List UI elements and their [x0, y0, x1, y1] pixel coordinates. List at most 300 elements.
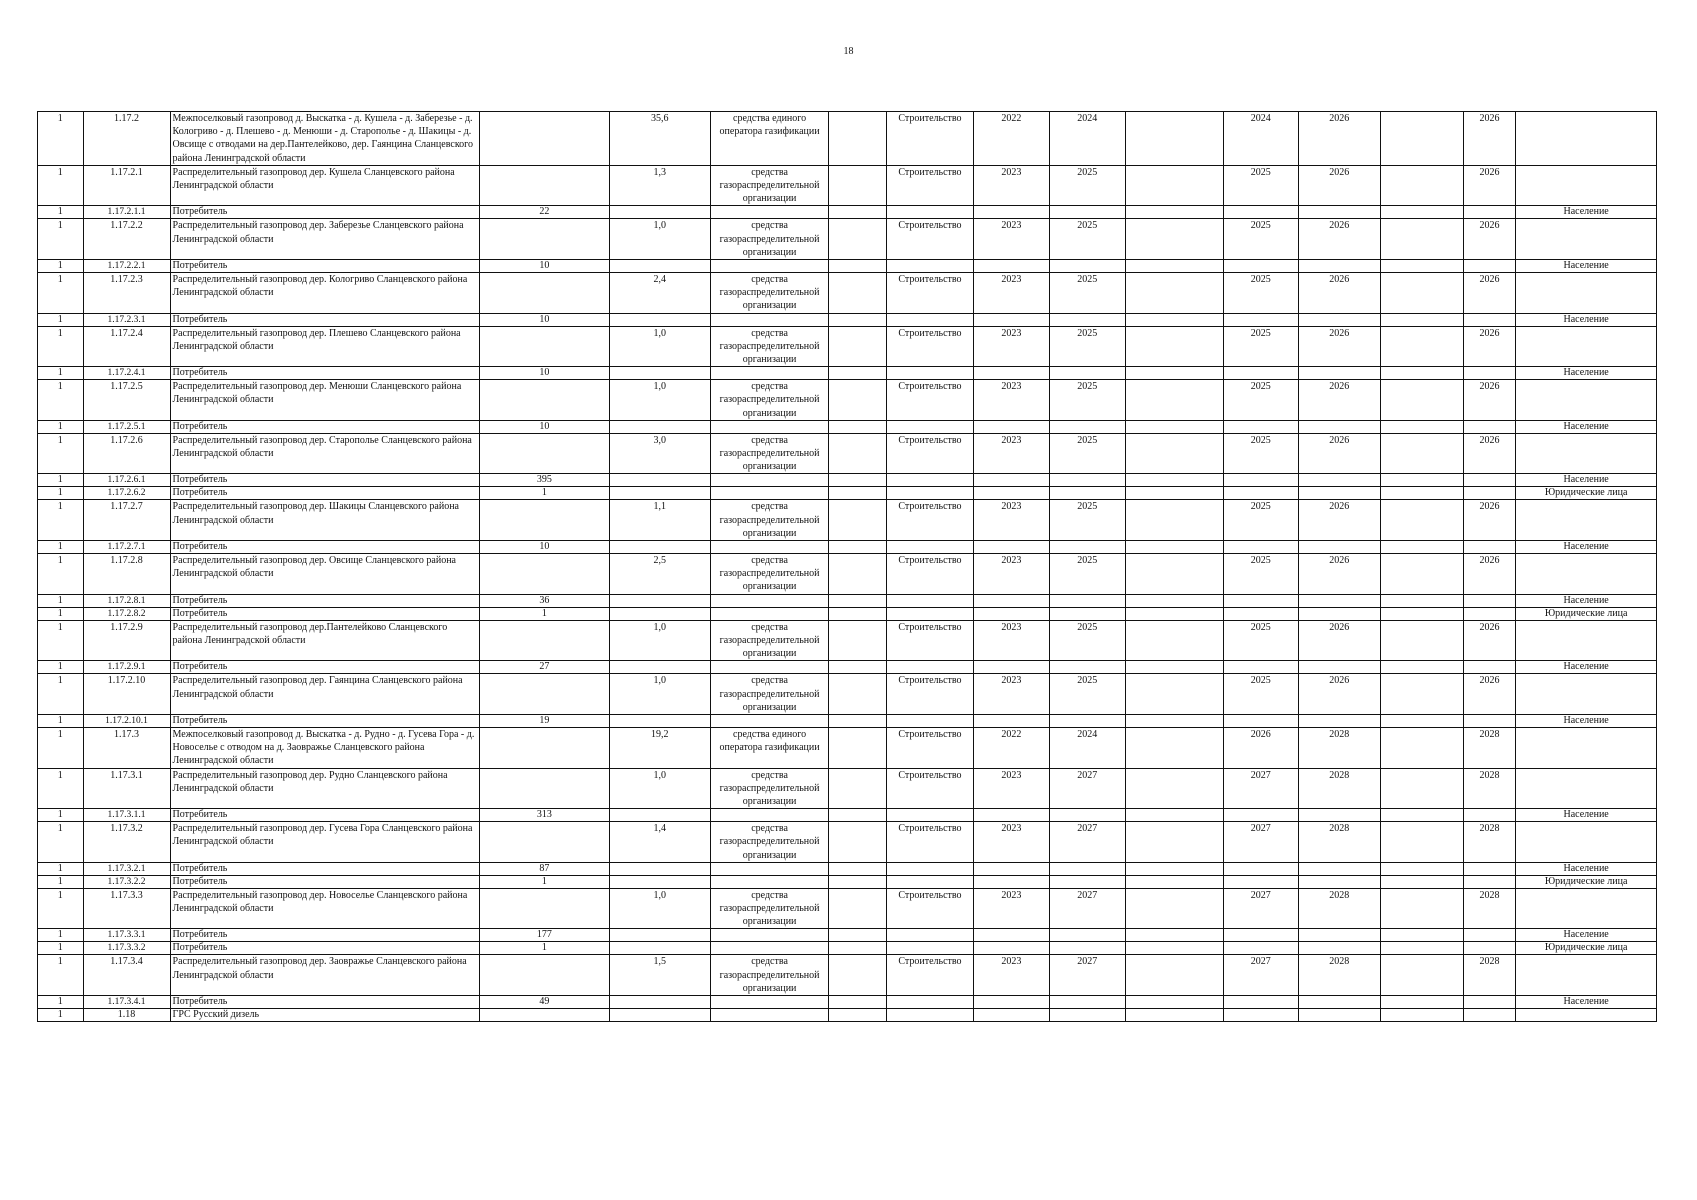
cell-commission-year: [1223, 862, 1298, 875]
cell-col-7: [829, 714, 887, 727]
cell-start-year: 2023: [973, 273, 1049, 314]
cell-level: 1: [38, 260, 84, 273]
cell-work-type: [886, 607, 973, 620]
cell-level: 1: [38, 995, 84, 1008]
cell-level: 1: [38, 661, 84, 674]
cell-name: Потребитель: [170, 541, 480, 554]
cell-end-year: 2027: [1049, 888, 1125, 929]
cell-col-11: [1125, 420, 1223, 433]
cell-end-year: [1049, 420, 1125, 433]
cell-col-7: [829, 367, 887, 380]
cell-consumer-category: [1516, 500, 1657, 541]
table-row: [38, 674, 1657, 715]
table-row: [38, 474, 1657, 487]
cell-number: 1.17.2.6.2: [83, 487, 170, 500]
cell-col-7: [829, 219, 887, 260]
cell-funding-source: [710, 420, 828, 433]
cell-work-type: Строительство: [886, 500, 973, 541]
gasification-table: [37, 111, 1657, 1022]
cell-complete-year: 2026: [1298, 620, 1380, 661]
cell-col-7: [829, 206, 887, 219]
cell-name: Межпоселковый газопровод д. Выскатка - д. Рудно - д. Гусева Гора - д. Новоселье с отводом на д. Заовражье Сланцевского района Ленинградской области: [170, 727, 480, 768]
table-row: [38, 433, 1657, 474]
cell-end-year: [1049, 929, 1125, 942]
cell-col-11: [1125, 768, 1223, 809]
cell-name: Потребитель: [170, 875, 480, 888]
cell-length: [609, 487, 710, 500]
cell-commission-year: 2025: [1223, 326, 1298, 367]
cell-consumer-category: [1516, 433, 1657, 474]
cell-length: [609, 367, 710, 380]
cell-col-11: [1125, 955, 1223, 996]
cell-name: Потребитель: [170, 594, 480, 607]
cell-complete-year: 2026: [1298, 674, 1380, 715]
table-row: [38, 661, 1657, 674]
cell-col-11: [1125, 500, 1223, 541]
cell-col-7: [829, 112, 887, 166]
cell-level: 1: [38, 326, 84, 367]
cell-gasification-year: 2028: [1463, 888, 1516, 929]
cell-work-type: [886, 541, 973, 554]
cell-work-type: Строительство: [886, 768, 973, 809]
cell-col-14: [1380, 809, 1463, 822]
cell-work-type: [886, 995, 973, 1008]
cell-name: Распределительный газопровод дер. Плешево Сланцевского района Ленинградской области: [170, 326, 480, 367]
cell-col-7: [829, 433, 887, 474]
cell-name: Распределительный газопровод дер. Рудно Сланцевского района Ленинградской области: [170, 768, 480, 809]
cell-level: 1: [38, 955, 84, 996]
cell-col-7: [829, 862, 887, 875]
cell-level: 1: [38, 474, 84, 487]
cell-funding-source: [710, 942, 828, 955]
cell-funding-source: [710, 714, 828, 727]
cell-col-14: [1380, 260, 1463, 273]
cell-complete-year: 2026: [1298, 500, 1380, 541]
cell-col-7: [829, 313, 887, 326]
cell-level: 1: [38, 367, 84, 380]
cell-gasification-year: 2028: [1463, 822, 1516, 863]
cell-funding-source: [710, 367, 828, 380]
cell-level: 1: [38, 313, 84, 326]
cell-funding-source: средства газораспределительной организации: [710, 433, 828, 474]
table-row: [38, 955, 1657, 996]
cell-name: ГРС Русский дизель: [170, 1008, 480, 1021]
cell-name: Распределительный газопровод дер.Пантелейково Сланцевского района Ленинградской области: [170, 620, 480, 661]
cell-funding-source: средства газораспределительной организации: [710, 620, 828, 661]
cell-work-type: [886, 594, 973, 607]
cell-col-11: [1125, 474, 1223, 487]
cell-start-year: [973, 420, 1049, 433]
cell-commission-year: 2027: [1223, 888, 1298, 929]
cell-commission-year: 2027: [1223, 768, 1298, 809]
cell-level: 1: [38, 594, 84, 607]
cell-start-year: 2023: [973, 500, 1049, 541]
cell-number: 1.17.2.1.1: [83, 206, 170, 219]
cell-funding-source: [710, 995, 828, 1008]
cell-length: 19,2: [609, 727, 710, 768]
cell-length: [609, 206, 710, 219]
cell-name: Потребитель: [170, 862, 480, 875]
cell-complete-year: [1298, 260, 1380, 273]
cell-name: Распределительный газопровод дер. Гусева Гора Сланцевского района Ленинградской области: [170, 822, 480, 863]
cell-col-11: [1125, 487, 1223, 500]
cell-level: 1: [38, 1008, 84, 1021]
cell-complete-year: [1298, 420, 1380, 433]
cell-col-14: [1380, 433, 1463, 474]
cell-start-year: 2023: [973, 433, 1049, 474]
cell-number: 1.17.2.1: [83, 165, 170, 206]
cell-col-11: [1125, 380, 1223, 421]
cell-gasification-year: [1463, 367, 1516, 380]
cell-col-14: [1380, 594, 1463, 607]
cell-name: Потребитель: [170, 206, 480, 219]
cell-start-year: [973, 942, 1049, 955]
cell-col-14: [1380, 1008, 1463, 1021]
cell-work-type: [886, 1008, 973, 1021]
cell-funding-source: [710, 541, 828, 554]
cell-consumer-category: [1516, 273, 1657, 314]
cell-complete-year: 2026: [1298, 326, 1380, 367]
table-row: [38, 273, 1657, 314]
cell-col-14: [1380, 326, 1463, 367]
table-row: [38, 313, 1657, 326]
cell-length: 1,0: [609, 888, 710, 929]
cell-funding-source: средства газораспределительной организации: [710, 380, 828, 421]
cell-complete-year: [1298, 367, 1380, 380]
cell-start-year: [973, 487, 1049, 500]
cell-funding-source: средства газораспределительной организации: [710, 955, 828, 996]
page-number: 18: [843, 46, 854, 57]
cell-consumer-category: Население: [1516, 367, 1657, 380]
cell-consumers: [480, 1008, 610, 1021]
cell-commission-year: [1223, 995, 1298, 1008]
cell-col-11: [1125, 433, 1223, 474]
cell-col-11: [1125, 995, 1223, 1008]
cell-start-year: [973, 541, 1049, 554]
cell-gasification-year: 2026: [1463, 165, 1516, 206]
cell-level: 1: [38, 888, 84, 929]
cell-commission-year: [1223, 942, 1298, 955]
cell-col-7: [829, 995, 887, 1008]
cell-consumer-category: Население: [1516, 929, 1657, 942]
cell-col-7: [829, 500, 887, 541]
cell-gasification-year: 2026: [1463, 273, 1516, 314]
cell-length: [609, 942, 710, 955]
cell-end-year: [1049, 206, 1125, 219]
cell-consumers: 1: [480, 875, 610, 888]
cell-consumers: 10: [480, 313, 610, 326]
cell-gasification-year: [1463, 541, 1516, 554]
cell-gasification-year: 2026: [1463, 326, 1516, 367]
table-row: [38, 219, 1657, 260]
cell-end-year: 2025: [1049, 326, 1125, 367]
cell-col-11: [1125, 594, 1223, 607]
table-row: [38, 862, 1657, 875]
cell-funding-source: средства газораспределительной организации: [710, 219, 828, 260]
cell-funding-source: [710, 487, 828, 500]
cell-length: [609, 862, 710, 875]
cell-col-14: [1380, 768, 1463, 809]
cell-work-type: [886, 367, 973, 380]
cell-level: 1: [38, 433, 84, 474]
cell-work-type: [886, 313, 973, 326]
cell-number: 1.17.3.3.2: [83, 942, 170, 955]
table-row: [38, 500, 1657, 541]
cell-complete-year: [1298, 206, 1380, 219]
cell-consumer-category: [1516, 380, 1657, 421]
table-row: [38, 554, 1657, 595]
cell-col-14: [1380, 219, 1463, 260]
cell-col-14: [1380, 206, 1463, 219]
cell-commission-year: [1223, 594, 1298, 607]
cell-col-14: [1380, 875, 1463, 888]
cell-gasification-year: [1463, 607, 1516, 620]
cell-gasification-year: [1463, 313, 1516, 326]
cell-commission-year: 2025: [1223, 500, 1298, 541]
cell-commission-year: [1223, 875, 1298, 888]
cell-start-year: [973, 809, 1049, 822]
cell-gasification-year: [1463, 474, 1516, 487]
cell-gasification-year: 2028: [1463, 727, 1516, 768]
cell-number: 1.17.2.7: [83, 500, 170, 541]
cell-funding-source: [710, 929, 828, 942]
cell-gasification-year: 2026: [1463, 112, 1516, 166]
cell-col-7: [829, 809, 887, 822]
cell-col-14: [1380, 273, 1463, 314]
cell-end-year: [1049, 260, 1125, 273]
cell-col-7: [829, 955, 887, 996]
cell-consumers: [480, 620, 610, 661]
cell-consumers: 87: [480, 862, 610, 875]
cell-number: 1.17.2.5: [83, 380, 170, 421]
cell-complete-year: [1298, 661, 1380, 674]
cell-consumers: [480, 326, 610, 367]
cell-length: [609, 809, 710, 822]
cell-col-14: [1380, 888, 1463, 929]
cell-col-14: [1380, 112, 1463, 166]
cell-col-14: [1380, 554, 1463, 595]
cell-length: 1,3: [609, 165, 710, 206]
cell-name: Межпоселковый газопровод д. Выскатка - д. Кушела - д. Заберезье - д. Кологриво - д. Плешево - д. Менюши - д. Старополье - д. Шакицы - д. Овсище с отводами на дер.Пантелейково, дер. Гаянцина Сланцевского района Ленинградской области: [170, 112, 480, 166]
cell-consumer-category: Население: [1516, 474, 1657, 487]
cell-complete-year: [1298, 487, 1380, 500]
cell-col-14: [1380, 955, 1463, 996]
cell-commission-year: [1223, 313, 1298, 326]
cell-length: 1,0: [609, 326, 710, 367]
cell-col-14: [1380, 862, 1463, 875]
cell-start-year: [973, 862, 1049, 875]
cell-consumers: [480, 822, 610, 863]
cell-commission-year: [1223, 1008, 1298, 1021]
cell-start-year: [973, 929, 1049, 942]
cell-start-year: 2022: [973, 727, 1049, 768]
cell-gasification-year: 2026: [1463, 554, 1516, 595]
table-row: [38, 487, 1657, 500]
cell-commission-year: [1223, 929, 1298, 942]
cell-length: 1,1: [609, 500, 710, 541]
cell-consumer-category: [1516, 822, 1657, 863]
cell-consumer-category: Юридические лица: [1516, 607, 1657, 620]
cell-consumers: 1: [480, 942, 610, 955]
cell-number: 1.17.3: [83, 727, 170, 768]
table-row: [38, 768, 1657, 809]
cell-consumer-category: [1516, 727, 1657, 768]
cell-gasification-year: [1463, 809, 1516, 822]
cell-name: Потребитель: [170, 809, 480, 822]
cell-length: [609, 714, 710, 727]
cell-work-type: Строительство: [886, 219, 973, 260]
cell-consumers: 395: [480, 474, 610, 487]
cell-length: 35,6: [609, 112, 710, 166]
cell-consumers: 10: [480, 260, 610, 273]
cell-number: 1.17.3.1.1: [83, 809, 170, 822]
cell-end-year: [1049, 809, 1125, 822]
cell-number: 1.18: [83, 1008, 170, 1021]
cell-level: 1: [38, 822, 84, 863]
cell-number: 1.17.2.2: [83, 219, 170, 260]
cell-gasification-year: [1463, 420, 1516, 433]
cell-end-year: [1049, 367, 1125, 380]
cell-commission-year: [1223, 420, 1298, 433]
cell-name: Потребитель: [170, 714, 480, 727]
cell-funding-source: средства газораспределительной организации: [710, 326, 828, 367]
cell-commission-year: 2025: [1223, 554, 1298, 595]
cell-number: 1.17.2.6: [83, 433, 170, 474]
cell-number: 1.17.2: [83, 112, 170, 166]
cell-start-year: 2023: [973, 674, 1049, 715]
table-row: [38, 607, 1657, 620]
cell-name: Потребитель: [170, 474, 480, 487]
cell-name: Распределительный газопровод дер. Шакицы Сланцевского района Ленинградской области: [170, 500, 480, 541]
cell-col-11: [1125, 875, 1223, 888]
cell-number: 1.17.3.3: [83, 888, 170, 929]
cell-funding-source: средства газораспределительной организации: [710, 888, 828, 929]
cell-col-11: [1125, 219, 1223, 260]
cell-col-11: [1125, 260, 1223, 273]
cell-end-year: [1049, 875, 1125, 888]
cell-col-14: [1380, 620, 1463, 661]
cell-consumers: 177: [480, 929, 610, 942]
cell-level: 1: [38, 206, 84, 219]
cell-col-11: [1125, 727, 1223, 768]
cell-end-year: 2025: [1049, 219, 1125, 260]
cell-col-11: [1125, 326, 1223, 367]
cell-gasification-year: [1463, 875, 1516, 888]
cell-number: 1.17.2.9: [83, 620, 170, 661]
cell-col-14: [1380, 487, 1463, 500]
cell-col-14: [1380, 313, 1463, 326]
cell-commission-year: 2025: [1223, 380, 1298, 421]
cell-funding-source: средства газораспределительной организации: [710, 554, 828, 595]
cell-col-11: [1125, 929, 1223, 942]
cell-complete-year: 2028: [1298, 888, 1380, 929]
cell-col-7: [829, 541, 887, 554]
table-row: [38, 420, 1657, 433]
cell-start-year: [973, 661, 1049, 674]
cell-name: Распределительный газопровод дер. Старополье Сланцевского района Ленинградской области: [170, 433, 480, 474]
cell-consumer-category: [1516, 955, 1657, 996]
cell-name: Потребитель: [170, 607, 480, 620]
cell-funding-source: [710, 1008, 828, 1021]
cell-start-year: [973, 206, 1049, 219]
cell-gasification-year: 2026: [1463, 674, 1516, 715]
cell-complete-year: [1298, 875, 1380, 888]
cell-col-11: [1125, 888, 1223, 929]
cell-level: 1: [38, 420, 84, 433]
cell-start-year: 2023: [973, 768, 1049, 809]
cell-end-year: 2025: [1049, 500, 1125, 541]
cell-col-11: [1125, 661, 1223, 674]
cell-length: 1,0: [609, 674, 710, 715]
cell-col-7: [829, 822, 887, 863]
cell-col-11: [1125, 165, 1223, 206]
cell-number: 1.17.3.3.1: [83, 929, 170, 942]
cell-gasification-year: 2026: [1463, 620, 1516, 661]
cell-col-11: [1125, 809, 1223, 822]
cell-complete-year: [1298, 607, 1380, 620]
cell-number: 1.17.2.6.1: [83, 474, 170, 487]
cell-gasification-year: 2026: [1463, 433, 1516, 474]
cell-col-7: [829, 768, 887, 809]
cell-consumer-category: Население: [1516, 260, 1657, 273]
cell-funding-source: [710, 313, 828, 326]
cell-col-7: [829, 1008, 887, 1021]
cell-complete-year: 2028: [1298, 727, 1380, 768]
cell-complete-year: 2026: [1298, 273, 1380, 314]
cell-end-year: [1049, 995, 1125, 1008]
cell-work-type: Строительство: [886, 822, 973, 863]
cell-consumers: [480, 273, 610, 314]
cell-name: Распределительный газопровод дер. Кологриво Сланцевского района Ленинградской области: [170, 273, 480, 314]
cell-col-14: [1380, 474, 1463, 487]
cell-end-year: [1049, 607, 1125, 620]
cell-level: 1: [38, 554, 84, 595]
cell-gasification-year: 2028: [1463, 955, 1516, 996]
cell-consumers: [480, 674, 610, 715]
cell-level: 1: [38, 929, 84, 942]
cell-name: Распределительный газопровод дер. Заовражье Сланцевского района Ленинградской области: [170, 955, 480, 996]
cell-level: 1: [38, 607, 84, 620]
cell-consumer-category: Население: [1516, 661, 1657, 674]
cell-level: 1: [38, 541, 84, 554]
cell-number: 1.17.3.2.2: [83, 875, 170, 888]
cell-commission-year: [1223, 474, 1298, 487]
cell-complete-year: [1298, 541, 1380, 554]
cell-funding-source: средства газораспределительной организации: [710, 768, 828, 809]
cell-complete-year: [1298, 942, 1380, 955]
table-row: [38, 875, 1657, 888]
cell-complete-year: [1298, 594, 1380, 607]
table-row: [38, 809, 1657, 822]
cell-col-14: [1380, 942, 1463, 955]
cell-level: 1: [38, 112, 84, 166]
cell-consumer-category: Население: [1516, 206, 1657, 219]
cell-end-year: [1049, 594, 1125, 607]
cell-gasification-year: [1463, 661, 1516, 674]
cell-col-14: [1380, 420, 1463, 433]
cell-complete-year: 2028: [1298, 768, 1380, 809]
cell-work-type: [886, 420, 973, 433]
cell-consumers: [480, 554, 610, 595]
cell-consumer-category: [1516, 888, 1657, 929]
cell-col-7: [829, 929, 887, 942]
cell-name: Потребитель: [170, 420, 480, 433]
cell-start-year: [973, 313, 1049, 326]
cell-end-year: 2025: [1049, 620, 1125, 661]
cell-col-7: [829, 420, 887, 433]
cell-length: [609, 929, 710, 942]
cell-gasification-year: [1463, 206, 1516, 219]
